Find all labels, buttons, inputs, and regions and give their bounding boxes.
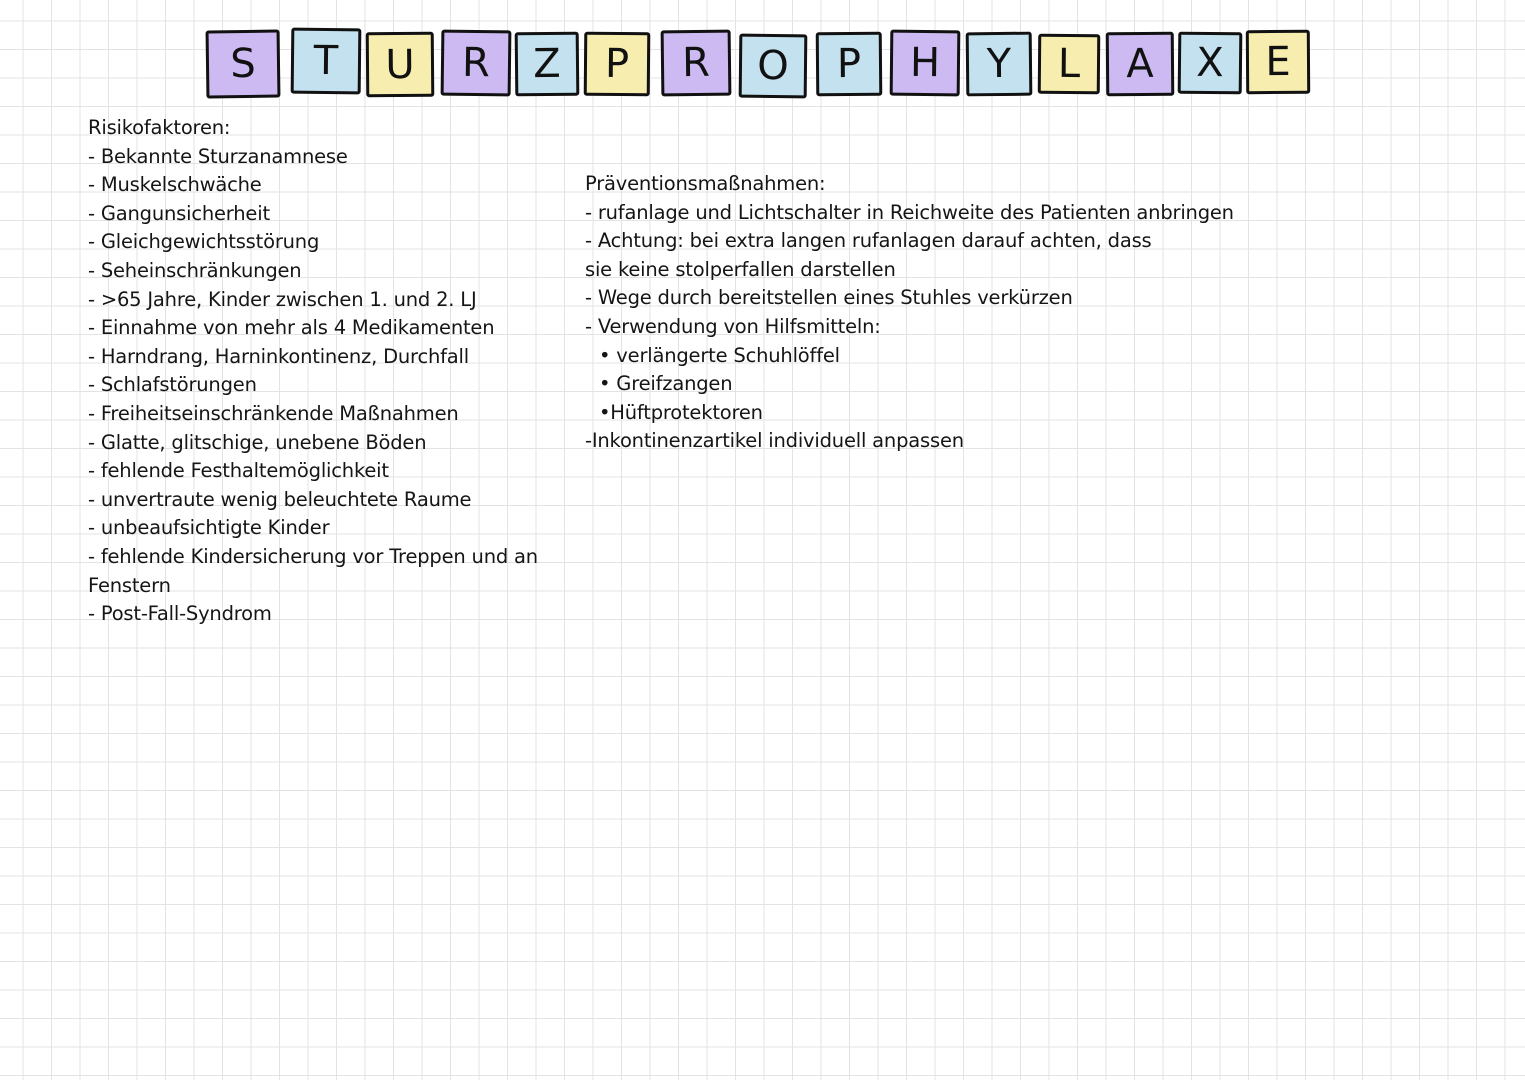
list-item: - Gangunsicherheit [88, 201, 270, 225]
title-letter: P [604, 40, 630, 88]
title-letter: Y [986, 40, 1012, 88]
list-item: - Achtung: bei extra langen rufanlagen darauf achten, dass sie keine stolperfallen darstellen [585, 229, 1152, 281]
list-item: - Post-Fall-Syndrom [88, 602, 272, 626]
title-letter-tile [584, 32, 651, 97]
sub-list-item: • verlängerte Schuhlöffel [599, 343, 840, 367]
list-item: - Verwendung von Hilfsmitteln: [585, 314, 881, 338]
list-item: - rufanlage und Lichtschalter in Reichweite des Patienten anbringen [585, 200, 1234, 224]
list-item: - Seheinschränkungen [88, 258, 302, 282]
title-letter-tile [1246, 30, 1310, 94]
title-letter: E [1265, 38, 1291, 86]
title-letter-tile [1038, 34, 1101, 95]
title-letter-tile [366, 32, 435, 98]
sub-list-item: • Greifzangen [599, 372, 733, 396]
list-item: - unvertraute wenig beleuchtete Raume [88, 487, 472, 511]
title-letter: U [385, 41, 415, 88]
title-letter-tile [1178, 32, 1243, 95]
list-item: - fehlende Festhaltemöglichkeit [88, 459, 389, 483]
list-item: - >65 Jahre, Kinder zwischen 1. und 2. LJ [88, 287, 477, 311]
title-letter-tile [441, 30, 512, 97]
list-item: - Muskelschwäche [88, 173, 262, 197]
title-letter-tile [206, 29, 281, 98]
title-letter: T [313, 37, 339, 85]
title-letter-tile [966, 32, 1033, 97]
title-letter-tile [515, 32, 580, 97]
prevention-heading: Präventionsmaßnahmen: [585, 172, 826, 195]
list-item: - Freiheitseinschränkende Maßnahmen [88, 401, 459, 425]
title-letter: S [229, 40, 257, 88]
title-letter: P [836, 40, 862, 88]
risk-factors-list [88, 143, 538, 629]
prevention-section [585, 170, 1265, 456]
risk-factors-section [88, 114, 538, 629]
list-item: -Inkontinenzartikel individuell anpassen [585, 429, 964, 453]
title-letter-tile [739, 34, 808, 99]
title-letter: H [909, 39, 941, 87]
list-item: - Harndrang, Harninkontinenz, Durchfall [88, 344, 469, 368]
title-letter: Z [533, 40, 561, 88]
risk-factors-heading: Risikofaktoren: [88, 116, 231, 139]
title-letter-tile [661, 30, 732, 97]
list-item: - Einnahme von mehr als 4 Medikamenten [88, 316, 495, 340]
title-letter-tile [1106, 32, 1175, 97]
list-item: - unbeaufsichtigte Kinder [88, 516, 330, 540]
list-item: - Gleichgewichtsstörung [88, 230, 320, 254]
title-letter: R [461, 39, 491, 87]
sub-list-item: •Hüftprotektoren [599, 400, 763, 424]
list-item: - Glatte, glitschige, unebene Böden [88, 430, 427, 454]
title-letter-tile [816, 32, 883, 97]
title-letter: L [1057, 40, 1081, 88]
title-letter-tile [890, 30, 961, 97]
title-letter: X [1196, 39, 1224, 87]
title-letter: A [1126, 40, 1154, 88]
list-item: - Bekannte Sturzanamnese [88, 144, 348, 168]
list-item: - fehlende Kindersicherung vor Treppen und an Fenstern [88, 544, 538, 597]
title-letter: R [681, 39, 711, 87]
title-letter: O [757, 42, 789, 90]
list-item: - Wege durch bereitstellen eines Stuhles verkürzen [585, 286, 1073, 310]
title-letter-tile [291, 28, 362, 95]
list-item: - Schlafstörungen [88, 373, 257, 397]
prevention-list [585, 199, 1265, 456]
